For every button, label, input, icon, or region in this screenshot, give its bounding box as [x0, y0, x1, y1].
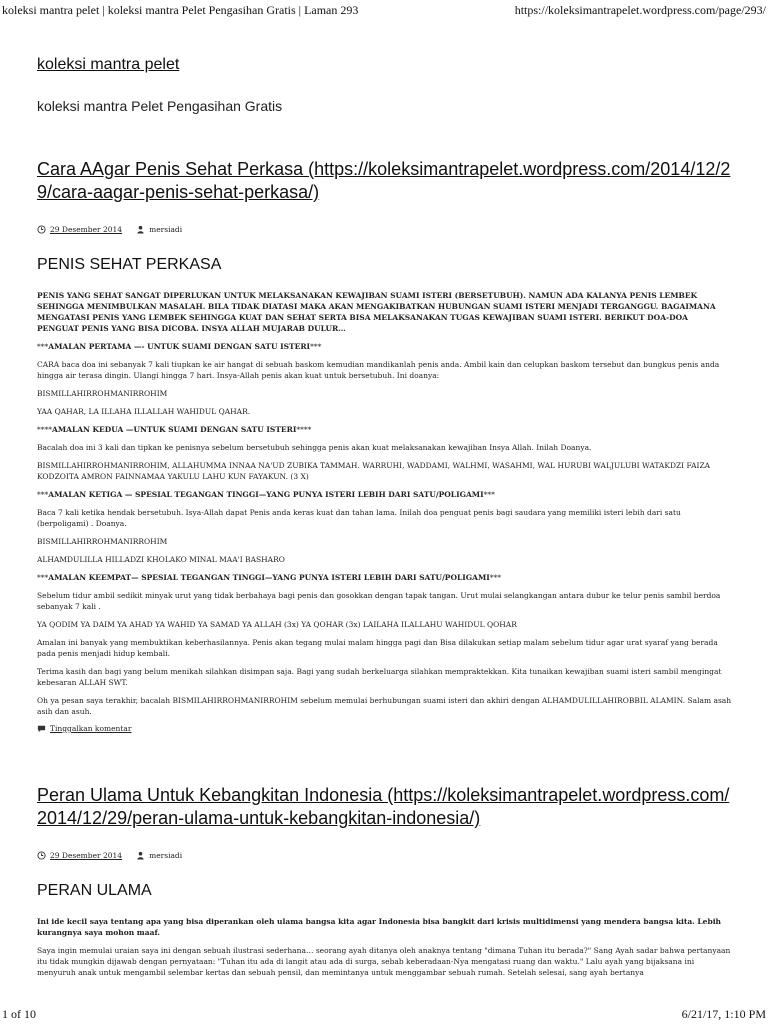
post-intro: PENIS YANG SEHAT SANGAT DIPERLUKAN UNTUK MELAKSANAKAN KEWAJIBAN SUAMI ISTERI (BERSETUBUH). NAMUN ADA KALANYA PENIS LEMBEK SEHINGGA MENIMBULKAN MASALAH. BILA TIDAK DIATASI MAKA AKAN MENGAKIBATKAN HUBUNGAN SUAMI ISTERI MENJADI TERGANGGU. BAGAIMANA MENGATASI PENIS YANG LEMBEK SEHINGGA KUAT DAN SEHAT SERTA BISA MELAKSANAKAN TUGAS KEWAJIBAN SUAMI ISTERI. BERIKUT DOA-DOA PENGUAT PENIS YANG BISA DICOBA. INSYA ALLAH MUJARAB DULUR… [37, 291, 716, 333]
amalan-4-title: ***AMALAN KEEMPAT— SPESIAL TEGANGAN TINGGI—YANG PUNYA ISTERI LEBIH DARI SATU/POLIGAMI*** [37, 573, 502, 582]
post-heading: PENIS SEHAT PERKASA [37, 256, 222, 273]
site-description: koleksi mantra Pelet Pengasihan Gratis [37, 98, 283, 114]
post-cara-aagar-penis [37, 158, 732, 733]
post-heading: PERAN ULAMA [37, 882, 152, 899]
amalan-2-text: Bacalah doa ini 3 kali dan tipkan ke penisnya sebelum bersetubuh sehingga penis akan kuat melaksanakan kewajiban Insya Allah. Inilah Doanya. [37, 443, 592, 452]
site-title-link[interactable]: koleksi mantra pelet [37, 56, 180, 73]
post-author-link[interactable]: mersiadi [149, 850, 183, 860]
post-paragraph-1: Saya ingin memulai uraian saya ini dengan sebuah ilustrasi sederhana… seorang ayah ditanya oleh anaknya tentang "dimana Tuhan itu berada?" Sang Ayah sadar bahwa pertanyaan itu tidak mungkin dijawab dengan pernyataan: "Tuhan itu ada di langit atau ada di surga, sebab keberadaan-Nya mengatasi ruang dan waktu." Lalu ayah yang bijaksana ini menyuruh anak untuk mengambil selembar kertas dan sebuah pensil, dan memintanya untuk menggambar sebuah rumah. Setelah selesai, sang ayah bertanya [37, 946, 731, 977]
post-intro: Ini ide kecil saya tentang apa yang bisa diperankan oleh ulama bangsa kita agar Indonesia bisa bangkit dari krisis multidimensi yang mendera bangsa kita. Lebih kurangnya saya mohon maaf. [37, 917, 721, 937]
amalan-3-text: Baca 7 kali ketika hendak bersetubuh. Isya-Allah dapat Penis anda keras kuat dan tahan lama. Inilah doa penguat penis bagi saudara yang memiliki isteri lebih dari satu (berpoligami) . Doanya. [37, 508, 681, 528]
amalan-1-doa-bismillah: BISMILLAHIRROHMANIRROHIM [37, 389, 168, 398]
amalan-1-text: CARA baca doa ini sebanyak 7 kali tiupkan ke air hangat di sebuah baskom kemudian mandikanlah penis anda. Ambil kain dan celupkan baskom tersebut dan bungkus penis anda hingga air terasa dingin. Ulangi hingga 7 hari. Insya-Allah penis akan kuat untuk bersetubuh. Ini doanya: [37, 360, 720, 380]
leave-comment-link[interactable] [37, 724, 732, 733]
amalan-1-doa: YAA QAHAR, LA ILLAHA ILLALLAH WAHIDUL QAHAR. [37, 407, 251, 416]
post-date-link[interactable]: 29 Desember 2014 [50, 850, 123, 860]
amalan-2-title: ****AMALAN KEDUA —UNTUK SUAMI DENGAN SATU ISTERI**** [37, 425, 312, 434]
post-meta [37, 848, 732, 862]
closing-paragraph-1: Amalan ini banyak yang membuktikan keberhasilannya. Penis akan tegang mulai malam hingga pagi dan Bisa dilakukan setiap malam sebelum tidur agar urat syaraf yang berada pada penis menjadi hidup kembali. [37, 638, 718, 658]
amalan-3-doa-bismillah: BISMILLAHIRROHMANIRROHIM [37, 537, 168, 546]
print-header-title: koleksi mantra pelet | koleksi mantra Pelet Pengasihan Gratis | Laman 293 [2, 3, 359, 17]
post-title-link[interactable]: Cara AAgar Penis Sehat Perkasa (https://koleksimantrapelet.wordpress.com/2014/12/29/cara-aagar-penis-sehat-perkasa/) [37, 159, 731, 202]
user-icon [136, 225, 145, 234]
clock-icon [37, 225, 46, 234]
amalan-4-text: Sebelum tidur ambil sedikit minyak urut yang tidak berbahaya bagi penis dan gosokkan dengan tapak tangan. Urut mulai selangkangan antara dubur ke telur penis sambil berdoa sebanyak 7 kali . [37, 591, 721, 611]
amalan-4-doa: YA QODIM YA DAIM YA AHAD YA WAHID YA SAMAD YA ALLAH (3x) YA QOHAR (3x) LAILAHA ILALLAHU WAHIDUL QOHAR [37, 620, 517, 629]
post-author-link[interactable]: mersiadi [149, 224, 183, 234]
post-peran-ulama [37, 784, 732, 985]
comment-icon [37, 724, 46, 733]
leave-comment-label[interactable]: Tinggalkan komentar [50, 724, 132, 733]
user-icon [136, 851, 145, 860]
print-header-url[interactable]: https://koleksimantrapelet.wordpress.com/page/293/ [514, 3, 766, 17]
print-footer-page: 1 of 10 [2, 1007, 36, 1021]
clock-icon [37, 851, 46, 860]
post-title-link[interactable]: Peran Ulama Untuk Kebangkitan Indonesia (https://koleksimantrapelet.wordpress.com/2014/12/29/peran-ulama-untuk-kebangkitan-indonesia/) [37, 785, 730, 828]
print-footer-datetime: 6/21/17, 1:10 PM [681, 1007, 766, 1021]
amalan-2-doa: BISMILLAHIRROHMANIRROHIM, ALLAHUMMA INNAA NA'UD ZUBIKA TAMMAH. WARRUHI, WADDAMI, WALHMI, WASAHMI, WAL HURUBI WALJULUBI WATAKDZI FAIZA KODZOITA AMRON FAINNAMAA YAKULU LAHU KUN FAYAKUN. (3 X) [37, 461, 711, 481]
amalan-3-title: ***AMALAN KETIGA — SPESIAL TEGANGAN TINGGI—YANG PUNYA ISTERI LEBIH DARI SATU/POLIGAMI*** [37, 490, 495, 499]
closing-paragraph-3: Oh ya pesan saya terakhir, bacalah BISMILAHIRROHMANIRROHIM sebelum memulai berhubungan suami isteri dan akhiri dengan ALHAMDULILLAHIROBBIL ALAMIN. Salam asah asih dan asuh. [37, 696, 732, 716]
amalan-3-doa: ALHAMDULILLA HILLADZI KHOLAKO MINAL MAA'I BASHARO [37, 555, 285, 564]
post-date-link[interactable]: 29 Desember 2014 [50, 224, 123, 234]
closing-paragraph-2: Terima kasih dan bagi yang belum menikah silahkan disimpan saja. Bagi yang sudah berkeluarga silahkan mempraktekkan. Kita tunaikan kewajiban suami isteri sambil mengingat kebesaran ALLAH SWT. [37, 667, 722, 687]
print-footer [0, 1004, 768, 1024]
post-meta [37, 222, 732, 236]
amalan-1-title: ***AMALAN PERTAMA —- UNTUK SUAMI DENGAN SATU ISTERI*** [37, 342, 322, 351]
print-header [0, 0, 768, 20]
